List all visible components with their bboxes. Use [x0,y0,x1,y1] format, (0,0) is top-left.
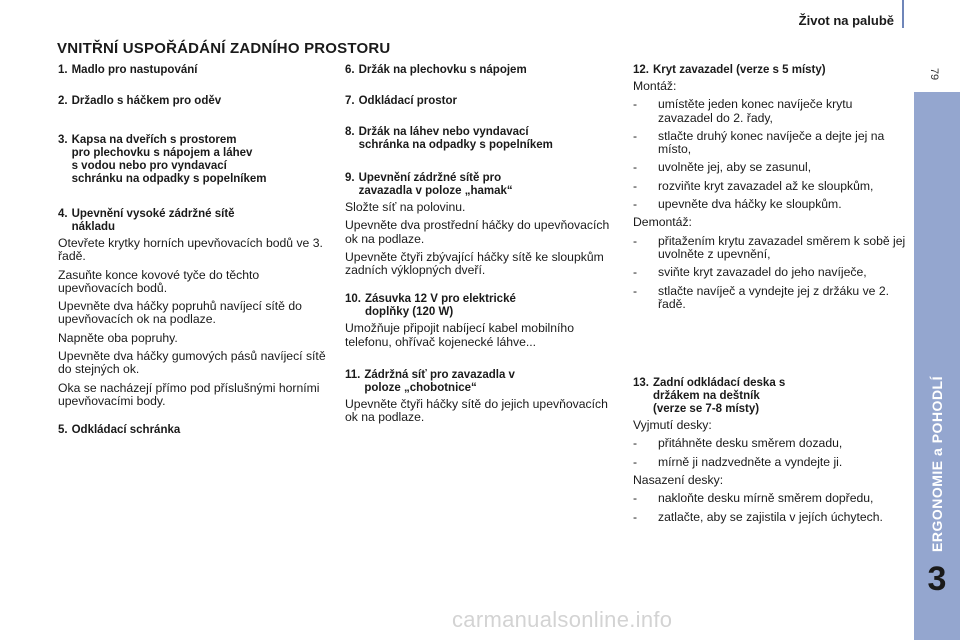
paragraph: Otevřete krytky horních upevňovacích bodů ve 3. řadě. [58,236,323,264]
item-number: 2. [58,95,68,107]
paragraph: Upevněte dva háčky gumových pásů navíjecí sítě do stejných ok. [58,349,326,377]
item-10 [345,293,617,349]
list-item: - přitažením krytu zavazadel směrem k sobě jej uvolněte z upevnění, [633,233,906,261]
subheading: Montáž: [633,79,677,93]
item-number: 10. [345,293,361,306]
item-title: Upevnění zádržné sítě pro zavazadla v poloze „hamak“ [358,172,513,197]
item-title: Odkládací prostor [358,95,458,107]
item-number: 6. [345,64,355,76]
list-item: - mírně ji nadzvedněte a vyndejte ji. [633,454,843,469]
header-rule [902,0,904,28]
item-heading [58,64,330,77]
list-item: - stlačte navíječ a vyndejte jej z držáku ve 2. řadě. [633,283,890,311]
item-title: Držák na láhev nebo vyndavací schránka na odpadky s popelníkem [358,126,553,151]
item-title: Odkládací schránka [71,424,181,437]
item-12 [633,64,908,311]
item-title: Madlo pro nastupování [71,64,198,76]
item-heading [58,208,330,234]
list-item: - umístěte jeden konec navíječe krytu zavazadel do 2. řady, [633,97,853,125]
item-6 [345,64,617,77]
list-item: - rozviňte kryt zavazadel až ke sloupkům, [633,178,874,193]
item-heading [633,64,908,77]
item-number: 13. [633,377,649,390]
item-title: Zásuvka 12 V pro elektrické doplňky (120 W) [365,293,516,319]
item-number: 1. [58,64,68,76]
side-tab-label: ERGONOMIE a POHODLÍ [929,376,945,552]
item-5 [58,424,330,437]
paragraph: Zasuňte konce kovové tyče do těchto upevňovacích bodů. [58,267,260,295]
list-item: - uvolněte jej, aby se zasunul, [633,160,812,175]
item-3 [58,134,330,186]
list-item: - zatlačte, aby se zajistila v jejích úchytech. [633,509,883,524]
page-number: 79 [928,67,940,81]
item-heading [58,95,330,108]
side-tab-label-wrap [914,92,960,552]
column-1 [58,64,330,437]
item-1 [58,64,330,77]
item-13 [633,377,908,524]
watermark: carmanualsonline.info [452,607,673,632]
chapter-number: 3 [927,560,947,598]
item-title: Kapsa na dveřích s prostorem pro plechovku s nápojem a láhev s vodou nebo pro vyndavací schránku na odpadky s popelníkem [71,134,267,185]
item-title: Kryt zavazadel (verze s 5 místy) [653,64,826,76]
chapter-side-tab [914,92,960,640]
subheading: Nasazení desky: [633,473,724,488]
paragraph: Umožňuje připojit nabíjecí kabel mobilního telefonu, ohřívač kojenecké láhve... [345,321,574,349]
item-title: Držák na plechovku s nápojem [358,64,527,76]
item-7 [345,95,617,108]
column-2 [345,64,617,425]
list-item: - sviňte kryt zavazadel do jeho navíječe, [633,265,867,280]
item-heading [345,293,617,319]
list-item: - stlačte druhý konec navíječe a dejte jej na místo, [633,128,885,157]
column-3 [633,64,908,524]
item-number: 9. [345,172,355,184]
item-heading [633,377,908,416]
item-2 [58,95,330,108]
list-item: - upevněte dva háčky ke sloupkům. [633,197,842,212]
item-4 [58,208,330,408]
list-item: - přitáhněte desku směrem dozadu, [633,436,843,451]
item-heading [345,172,617,198]
subheading: Vyjmutí desky: [633,418,712,433]
item-heading [345,126,617,152]
item-title: Zádržná síť pro zavazadla v poloze „chobotnice“ [364,369,515,395]
item-heading [58,424,330,437]
item-number: 5. [58,424,68,437]
paragraph: Oka se nacházejí přímo pod příslušnými horními upevňovacími body. [58,380,320,408]
item-heading [345,95,617,108]
paragraph: Upevněte čtyři háčky sítě do jejich upevňovacích ok na podlaze. [345,397,608,425]
item-title: Zadní odkládací deska s držákem na deštník (verze se 7-8 místy) [653,377,786,416]
paragraph: Upevněte čtyři zbývající háčky sítě ke sloupkům zadních výklopných dveří. [345,249,604,278]
item-heading [58,134,330,186]
item-number: 7. [345,95,355,107]
paragraph: Upevněte dva háčky popruhů navíjecí sítě do upevňovacích ok na podlaze. [58,299,302,327]
paragraph: Napněte oba popruhy. [58,330,178,345]
item-number: 11. [345,369,361,382]
paragraph: Upevněte dva prostřední háčky do upevňovacích ok na podlaze. [345,218,610,246]
item-title: Držadlo s háčkem pro oděv [71,95,222,107]
item-number: 3. [58,134,68,146]
running-header: Život na palubě [798,13,894,28]
item-heading [345,64,617,77]
item-11 [345,369,617,425]
page-title: VNITŘNÍ USPOŘÁDÁNÍ ZADNÍHO PROSTORU [57,40,391,57]
item-number: 4. [58,208,68,220]
paragraph: Složte síť na polovinu. [345,200,466,214]
item-title: Upevnění vysoké zádržné sítě nákladu [71,208,235,233]
item-9 [345,172,617,277]
item-8 [345,126,617,152]
subheading: Demontáž: [633,215,692,230]
item-number: 8. [345,126,355,138]
list-item: - nakloňte desku mírně směrem dopředu, [633,491,874,506]
item-number: 12. [633,64,649,76]
item-heading [345,369,617,395]
